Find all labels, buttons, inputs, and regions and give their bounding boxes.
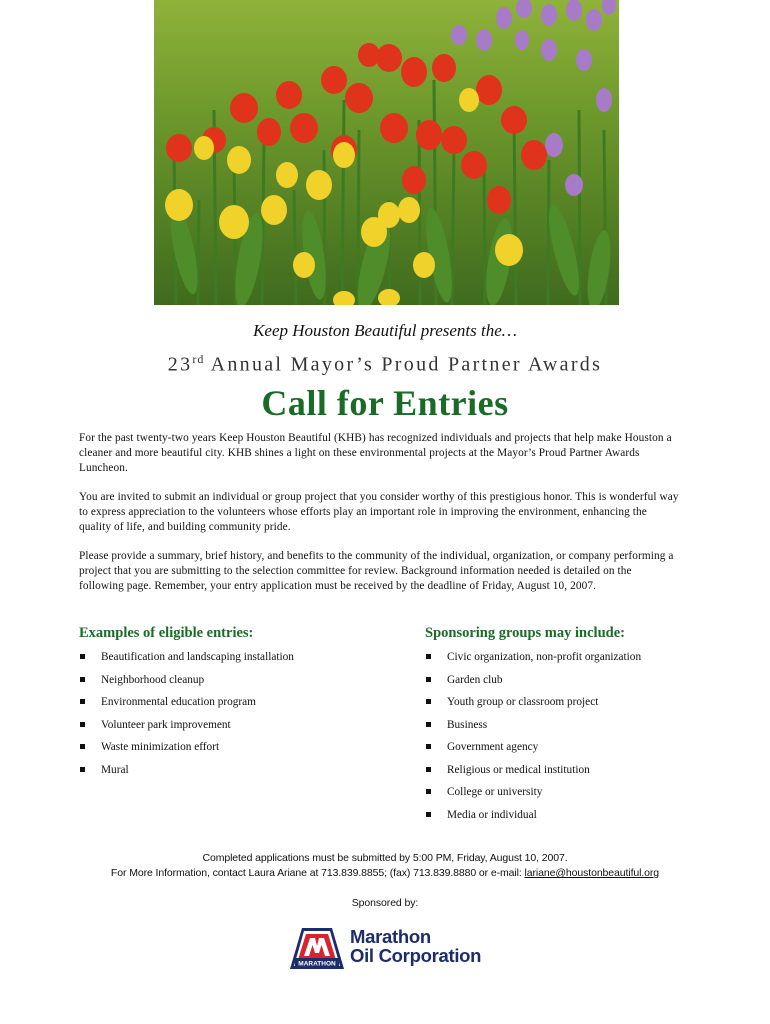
sponsor-logo <box>288 925 488 971</box>
list-item: Environmental education program <box>79 695 399 718</box>
list-item: Garden club <box>425 673 725 696</box>
marathon-logo-icon <box>288 925 346 971</box>
list-item: Youth group or classroom project <box>425 695 725 718</box>
sponsored-by-label: Sponsored by: <box>351 897 419 909</box>
tulip-photo <box>154 0 619 305</box>
list-item: College or university <box>425 785 725 808</box>
list-item: Neighborhood cleanup <box>79 673 399 696</box>
contact-text: For More Information, contact Laura Ariane at 713.839.8855; (fax) 713.839.8880 or e-mail: <box>110 867 525 879</box>
award-ordinal: 23 <box>167 353 193 376</box>
email-link[interactable]: lariane@houstonbeautiful.org <box>524 867 660 879</box>
sponsor-name <box>350 927 481 965</box>
sponsoring-list <box>425 650 725 830</box>
deadline-note: Completed applications must be submitted by 5:00 PM, Friday, August 10, 2007. <box>202 852 568 864</box>
list-item: Waste minimization effort <box>79 740 399 763</box>
examples-heading: Examples of eligible entries: <box>79 625 254 641</box>
instructions-paragraph: Please provide a summary, brief history, and benefits to the community of the individual, organization, or company performing a project that you are submitting to the selection committee for review. Background information needed is detailed on the following page. Remember, your entry application must be received by the deadline of Friday, August 10, 2007. <box>79 550 674 592</box>
logo-mark-text: MARATHON <box>298 960 336 968</box>
presents-line: Keep Houston Beautiful presents the… <box>253 321 517 340</box>
intro-paragraph: For the past twenty-two years Keep Houston Beautiful (KHB) has recognized individuals and projects that help make Houston a cleaner and more beautiful city. KHB shines a light on these environmental projects at the Mayor’s Proud Partner Awards Luncheon. <box>79 432 672 474</box>
list-item: Religious or medical institution <box>425 763 725 786</box>
award-title <box>0 352 770 377</box>
list-item: Civic organization, non-profit organization <box>425 650 725 673</box>
sponsor-name-line2: Oil Corporation <box>350 945 482 966</box>
award-name: Annual Mayor’s Proud Partner Awards <box>210 353 603 376</box>
sponsoring-heading: Sponsoring groups may include: <box>425 625 625 641</box>
examples-list <box>79 650 399 785</box>
invitation-paragraph: You are invited to submit an individual or group project that you consider worthy of this prestigious honor. This is wonderful way to express appreciation to the volunteers whose efforts play an important role in improving the environment, enhancing the quality of life, and building community pride. <box>79 491 679 533</box>
list-item: Beautification and landscaping installation <box>79 650 399 673</box>
award-ordinal-suffix: rd <box>192 352 205 366</box>
list-item: Volunteer park improvement <box>79 718 399 741</box>
list-item: Media or individual <box>425 808 725 831</box>
list-item: Business <box>425 718 725 741</box>
sponsor-name-line1: Marathon <box>350 926 431 947</box>
page-title: Call for Entries <box>261 383 509 423</box>
list-item: Mural <box>79 763 399 786</box>
list-item: Government agency <box>425 740 725 763</box>
contact-line <box>0 867 770 879</box>
tulip-field-image <box>154 0 619 305</box>
